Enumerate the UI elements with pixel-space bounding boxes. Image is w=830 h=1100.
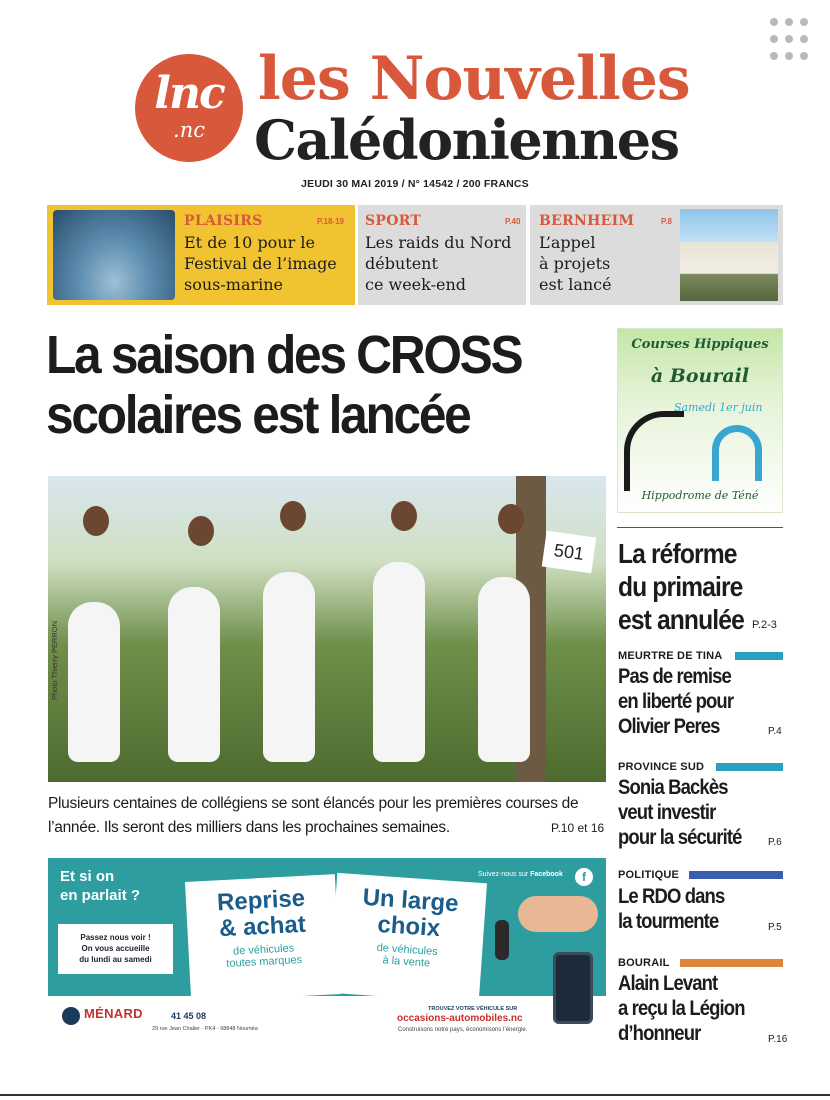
teaser-line: Et de 10 pour le: [184, 233, 315, 252]
bubble-line: On vous accueille: [81, 944, 150, 953]
cross-country-photo: [48, 476, 606, 782]
story-category: PROVINCE SUD: [618, 761, 705, 773]
headline-line: La saison des CROSS: [46, 325, 522, 385]
story-line: en liberté pour: [618, 690, 734, 713]
smartphone-illustration: [553, 952, 593, 1024]
side-ad-venue: Hippodrome de Téné: [641, 489, 759, 502]
bubble-subtitle: [331, 939, 482, 973]
menu-dot: [770, 18, 778, 26]
story-province-sud[interactable]: [618, 775, 772, 850]
ad-follow-text: [478, 871, 563, 878]
column-divider: [617, 527, 783, 528]
bubble-subtitle: [188, 940, 339, 972]
page-bottom-rule: [0, 1094, 830, 1096]
story-line: veut investir: [618, 801, 716, 824]
caption-page-ref: P.10 et 16: [551, 821, 605, 835]
story-page-ref: P.4: [768, 726, 782, 737]
menu-dot: [800, 52, 808, 60]
dateline: JEUDI 30 MAI 2019 / N° 14542 / 200 FRANCS: [301, 178, 529, 190]
story-line: Olivier Peres: [618, 715, 720, 738]
story-line: Sonia Backès: [618, 776, 728, 799]
teaser-line: Festival de l’image: [184, 254, 337, 273]
story-line: Le RDO dans: [618, 885, 725, 908]
ad-question: [60, 867, 140, 905]
menu-dot: [785, 52, 793, 60]
bubble-subtitle-line: toutes marques: [226, 953, 303, 970]
ad-follow-label: Suivez-nous sur: [478, 871, 529, 878]
main-headline[interactable]: [46, 325, 561, 445]
teaser-page-ref: P.40: [505, 217, 521, 226]
grid-menu-icon[interactable]: [770, 18, 814, 62]
ad-find-text: TROUVEZ VOTRE VÉHICULE SUR: [428, 1006, 518, 1012]
bubble-subtitle-line: à la vente: [382, 954, 431, 970]
menard-logo-icon: [62, 1007, 80, 1025]
ad-question-line: Et si on: [60, 868, 115, 885]
ad-question-line: en parlait ?: [60, 887, 141, 904]
category-color-bar: [680, 959, 783, 967]
race-bib: 501: [542, 531, 597, 574]
story-line: est annulée: [618, 604, 744, 635]
side-ad-date: Samedi 1er juin: [674, 401, 763, 414]
logo-text-main: lnc: [154, 68, 224, 119]
story-line: Pas de remise: [618, 665, 731, 688]
story-line: du primaire: [618, 571, 743, 602]
ad-website-link[interactable]: occasions-automobiles.nc: [397, 1013, 523, 1024]
photo-credit: Photo Thierry PERRON: [50, 620, 59, 700]
story-politique[interactable]: [618, 884, 772, 934]
category-color-bar: [716, 763, 783, 771]
teaser-line: L’appel: [539, 233, 596, 252]
masthead-title-line1: les Nouvelles: [258, 44, 690, 114]
story-line: pour la sécurité: [618, 826, 742, 849]
story-line: Alain Levant: [618, 972, 718, 995]
teaser-bernheim[interactable]: [530, 205, 783, 305]
horseshoe-icon: [712, 425, 762, 481]
ad-brand: MÉNARD: [84, 1006, 143, 1021]
bubble-title-line: & achat: [218, 910, 307, 943]
runner-head: [280, 501, 306, 531]
side-ad-title: Courses Hippiques: [631, 337, 769, 352]
photo-caption: Plusieurs centaines de collégiens se sont élancés pour les premières courses de l’année. Ils seront des milliers dans les prochaines semaines.: [48, 795, 579, 836]
side-ad-place: à Bourail: [650, 365, 750, 387]
teaser-building-photo: [680, 209, 778, 301]
story-line: La réforme: [618, 538, 737, 569]
hand-illustration: [518, 896, 598, 932]
bubble-title-line: Un large: [361, 883, 460, 918]
story-line: d’honneur: [618, 1022, 701, 1045]
car-key-icon: [495, 920, 509, 960]
bubble-subtitle-line: de véhicules: [232, 942, 295, 958]
facebook-icon[interactable]: f: [575, 868, 593, 886]
runner-figure: [168, 587, 220, 762]
bubble-title-line: Reprise: [216, 884, 306, 917]
ad-bubble-choix: [329, 873, 487, 1003]
menu-dot: [785, 18, 793, 26]
story-page-ref: P.5: [768, 922, 782, 933]
teaser-category: BERNHEIM: [539, 213, 635, 229]
teaser-page-ref: P.8: [661, 217, 672, 226]
bubble-title: [333, 883, 486, 945]
bubble-title: [185, 884, 338, 944]
ad-slogan: Construisons notre pays, économisons l’énergie.: [398, 1027, 528, 1033]
ad-small-bubble: [58, 924, 173, 974]
ad-follow-network: Facebook: [530, 871, 563, 878]
teaser-page-ref: P.18-19: [317, 217, 344, 226]
story-page-ref: P.16: [768, 1034, 788, 1045]
runner-head: [391, 501, 417, 531]
ad-phone: 41 45 08: [171, 1011, 207, 1021]
menu-dot: [800, 35, 808, 43]
runner-figure: [478, 577, 530, 762]
teaser-text: [365, 232, 511, 295]
story-category: BOURAIL: [618, 957, 670, 969]
story-page-ref: P.2-3: [752, 619, 777, 631]
teaser-line: est lancé: [539, 275, 612, 294]
newspaper-logo: [135, 54, 243, 162]
bubble-line: Passez nous voir !: [80, 933, 151, 942]
menu-dot: [785, 35, 793, 43]
bubble-line: du lundi au samedi: [79, 955, 152, 964]
teaser-text: [539, 232, 612, 295]
story-bourail[interactable]: [618, 971, 772, 1046]
headline-line: scolaires est lancée: [46, 385, 470, 445]
story-line: a reçu la Légion: [618, 997, 745, 1020]
runner-head: [188, 516, 214, 546]
horse-racing-advertisement[interactable]: [617, 328, 783, 513]
story-meurtre-tina[interactable]: [618, 664, 772, 739]
ad-address: 29 rue Jean Chalier - PK4 - 98848 Nouméa: [152, 1026, 258, 1032]
menu-dot: [800, 18, 808, 26]
teaser-sport[interactable]: [358, 205, 526, 305]
teaser-plaisirs[interactable]: [47, 205, 355, 305]
runner-figure: [263, 572, 315, 762]
teaser-category: SPORT: [365, 213, 422, 229]
story-page-ref: P.6: [768, 837, 782, 848]
teaser-text: [184, 232, 337, 295]
story-category: MEURTRE DE TINA: [618, 650, 723, 662]
teaser-line: débutent: [365, 254, 438, 273]
bubble-title-line: choix: [376, 910, 442, 943]
ad-bubble-reprise: [185, 874, 341, 1002]
horse-head-icon: [624, 411, 684, 491]
masthead-title-line2: Calédoniennes: [254, 108, 679, 172]
teaser-line: sous-marine: [184, 275, 284, 294]
menu-dot: [770, 35, 778, 43]
runner-head: [83, 506, 109, 536]
bubble-subtitle-line: de véhicules: [376, 941, 439, 959]
teaser-line: Les raids du Nord: [365, 233, 512, 252]
runner-head: [498, 504, 524, 534]
story-category: POLITIQUE: [618, 869, 680, 881]
teaser-line: ce week-end: [365, 275, 466, 294]
teaser-underwater-photo: [53, 210, 175, 300]
category-color-bar: [735, 652, 783, 660]
logo-text-domain: .nc: [173, 118, 205, 142]
story-line: la tourmente: [618, 910, 719, 933]
runner-figure: [68, 602, 120, 762]
category-color-bar: [689, 871, 783, 879]
teaser-line: à projets: [539, 254, 611, 273]
teaser-category: PLAISIRS: [184, 213, 263, 229]
menard-advertisement[interactable]: [48, 858, 606, 1036]
runner-figure: [373, 562, 425, 762]
menu-dot: [770, 52, 778, 60]
